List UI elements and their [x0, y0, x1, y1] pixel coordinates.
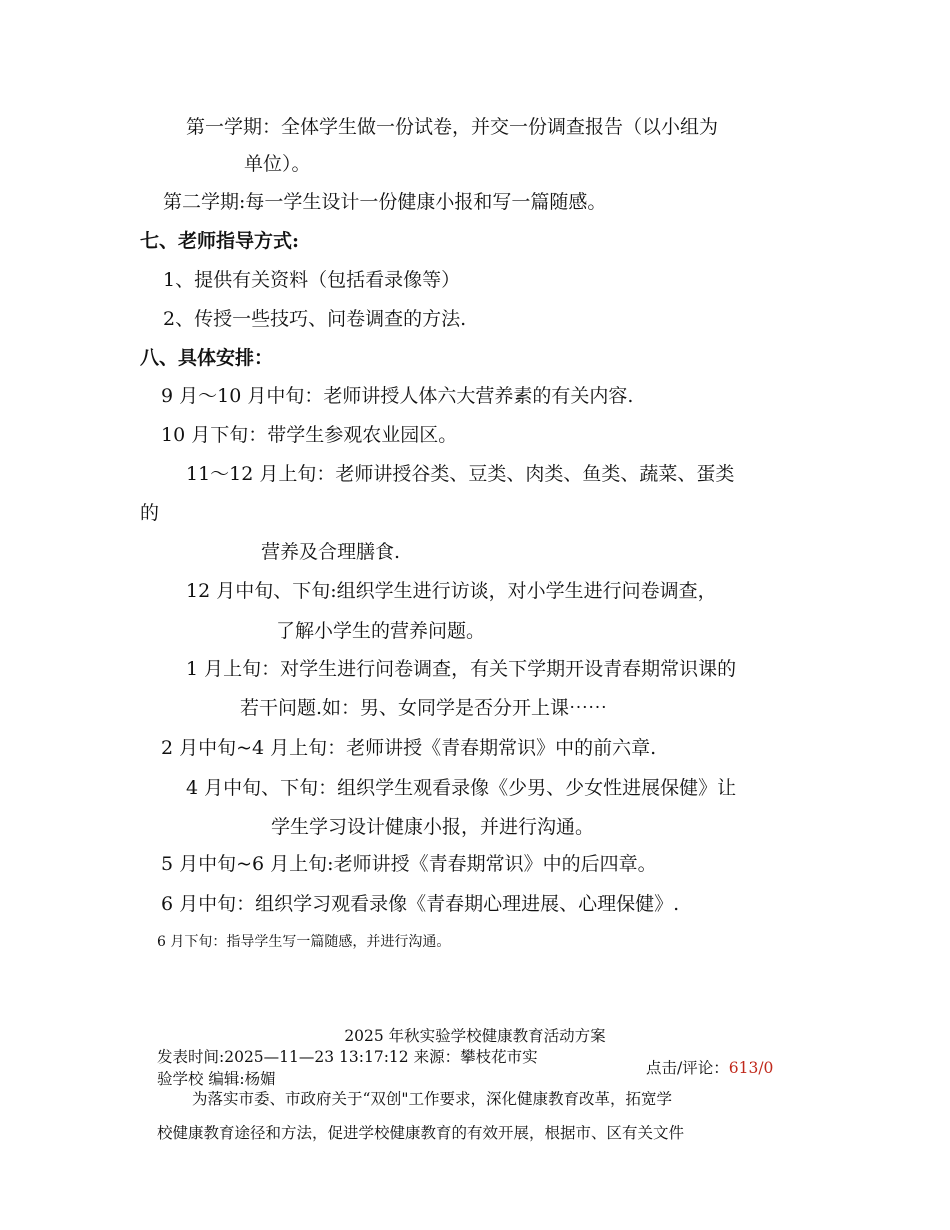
- schedule-line: 4 月中旬、下旬：组织学生观看录像《少男、少女性进展保健》让: [186, 777, 737, 799]
- semester1-line2: 单位）。: [244, 153, 311, 175]
- article-intro-line1: 为落实市委、市政府关于“双创"工作要求，深化健康教育改革，拓宽学: [192, 1090, 673, 1108]
- schedule-line: 9 月～10 月中旬：老师讲授人体六大营养素的有关内容.: [161, 385, 634, 407]
- schedule-line: 了解小学生的营养问题。: [276, 620, 486, 642]
- schedule-line: 2 月中旬~4 月上旬：老师讲授《青春期常识》中的前六章.: [161, 737, 657, 759]
- section7-item-1: 1、提供有关资料（包括看录像等）: [163, 269, 461, 291]
- schedule-line: 营养及合理膳食.: [261, 541, 401, 563]
- schedule-line-small: 6 月下旬：指导学生写一篇随感，并进行沟通。: [157, 934, 451, 950]
- section7-item-2: 2、传授一些技巧、问卷调查的方法.: [163, 308, 467, 330]
- schedule-line: 的: [140, 502, 160, 524]
- article-meta-line1: 发表时间:2025—11—23 13:17:12 来源：攀枝花市实: [157, 1048, 538, 1066]
- clicks-value: 613/0: [728, 1059, 774, 1077]
- semester2-line: 第二学期:每一学生设计一份健康小报和写一篇随感。: [163, 191, 607, 213]
- clicks-comments: [646, 1059, 773, 1078]
- schedule-line: 6 月中旬：组织学习观看录像《青春期心理进展、心理保健》.: [161, 893, 680, 915]
- article-meta-line2: 验学校 编辑:杨媚: [157, 1070, 276, 1088]
- schedule-line: 10 月下旬：带学生参观农业园区。: [161, 424, 458, 446]
- article-title: 2025 年秋实验学校健康教育活动方案: [344, 1027, 606, 1045]
- schedule-line: 11～12 月上旬：老师讲授谷类、豆类、肉类、鱼类、蔬菜、蛋类: [186, 463, 735, 485]
- schedule-line: 12 月中旬、下旬:组织学生进行访谈，对小学生进行问卷调查，: [186, 580, 717, 602]
- schedule-line: 学生学习设计健康小报，并进行沟通。: [271, 816, 595, 838]
- schedule-line: 若干问题.如：男、女同学是否分开上课⋯⋯: [240, 697, 608, 719]
- clicks-label: 点击/评论：: [646, 1059, 729, 1077]
- schedule-line: 5 月中旬~6 月上旬:老师讲授《青春期常识》中的后四章。: [161, 853, 657, 875]
- semester1-line1: 第一学期：全体学生做一份试卷，并交一份调查报告（以小组为: [186, 116, 719, 138]
- article-intro-line2: 校健康教育途径和方法，促进学校健康教育的有效开展，根据市、区有关文件: [157, 1124, 685, 1142]
- section8-heading: 八、具体安排：: [140, 347, 274, 369]
- section7-heading: 七、老师指导方式:: [140, 230, 300, 252]
- schedule-line: 1 月上旬：对学生进行问卷调查，有关下学期开设青春期常识课的: [186, 658, 737, 680]
